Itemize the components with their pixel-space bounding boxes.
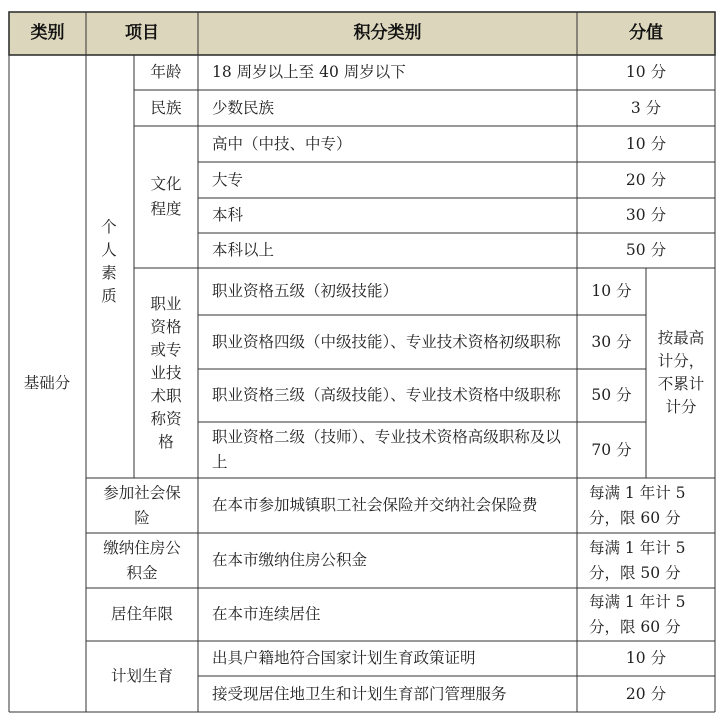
qualification-score: 70 分 (591, 440, 632, 459)
header-item: 项目 (125, 23, 159, 43)
education-score: 20 分 (625, 170, 667, 189)
ethnicity-desc: 少数民族 (212, 98, 275, 117)
residence-label: 居住年限 (110, 605, 173, 623)
family-planning-score: 20 分 (625, 684, 667, 703)
education-label: 文化程度 (150, 175, 182, 218)
social-insurance-score: 每满 1 年计 5 分，限 60 分 (589, 483, 686, 527)
education-score: 30 分 (625, 206, 667, 224)
personal-quality-label: 个人素质 (101, 217, 117, 305)
base-score-label: 基础分 (23, 374, 71, 392)
family-planning-desc: 接受现居住地卫生和计划生育部门管理服务 (212, 684, 507, 703)
education-desc: 本科 (212, 206, 244, 224)
header-category: 类别 (30, 23, 65, 43)
qualification-desc: 职业资格四级（中级技能）、专业技术资格初级职称 (212, 332, 561, 351)
family-planning-label: 计划生育 (110, 667, 173, 685)
age-desc: 18 周岁以上至 40 周岁以下 (212, 63, 406, 81)
education-desc: 大专 (212, 170, 244, 189)
education-desc: 高中（中技、中专） (212, 134, 352, 153)
qualification-score: 50 分 (591, 386, 632, 404)
family-planning-score: 10 分 (625, 649, 667, 667)
qualification-desc: 职业资格三级（高级技能）、专业技术资格中级职称 (212, 386, 561, 404)
family-planning-desc: 出具户籍地符合国家计划生育政策证明 (212, 649, 476, 667)
housing-fund-label: 缴纳住房公积金 (103, 538, 181, 582)
qualification-score: 10 分 (591, 282, 632, 300)
residence-desc: 在本市连续居住 (212, 605, 321, 623)
qualification-note: 按最高计分，不累计计分 (657, 329, 705, 416)
age-label: 年龄 (150, 63, 182, 81)
header-score: 分值 (629, 23, 663, 43)
housing-fund-desc: 在本市缴纳住房公积金 (212, 551, 368, 569)
social-insurance-desc: 在本市参加城镇职工社会保险并交纳社会保险费 (212, 496, 538, 514)
ethnicity-label: 民族 (150, 98, 182, 117)
ethnicity-score: 3 分 (630, 98, 662, 117)
residence-score: 每满 1 年计 5 分，限 60 分 (589, 592, 686, 636)
education-score: 10 分 (625, 134, 667, 153)
qualification-desc: 职业资格二级（技师）、专业技术资格高级职称及以上 (212, 428, 561, 471)
header-points-category: 积分类别 (353, 23, 422, 43)
qualification-label: 职业资格或专业技术职称资格 (150, 294, 182, 451)
education-desc: 本科以上 (212, 241, 275, 259)
age-score: 10 分 (625, 63, 667, 81)
qualification-score: 30 分 (591, 332, 632, 351)
qualification-desc: 职业资格五级（初级技能） (212, 282, 399, 300)
education-score: 50 分 (625, 241, 667, 259)
housing-fund-score: 每满 1 年计 5 分，限 50 分 (589, 538, 686, 582)
social-insurance-label: 参加社会保险 (103, 483, 181, 527)
